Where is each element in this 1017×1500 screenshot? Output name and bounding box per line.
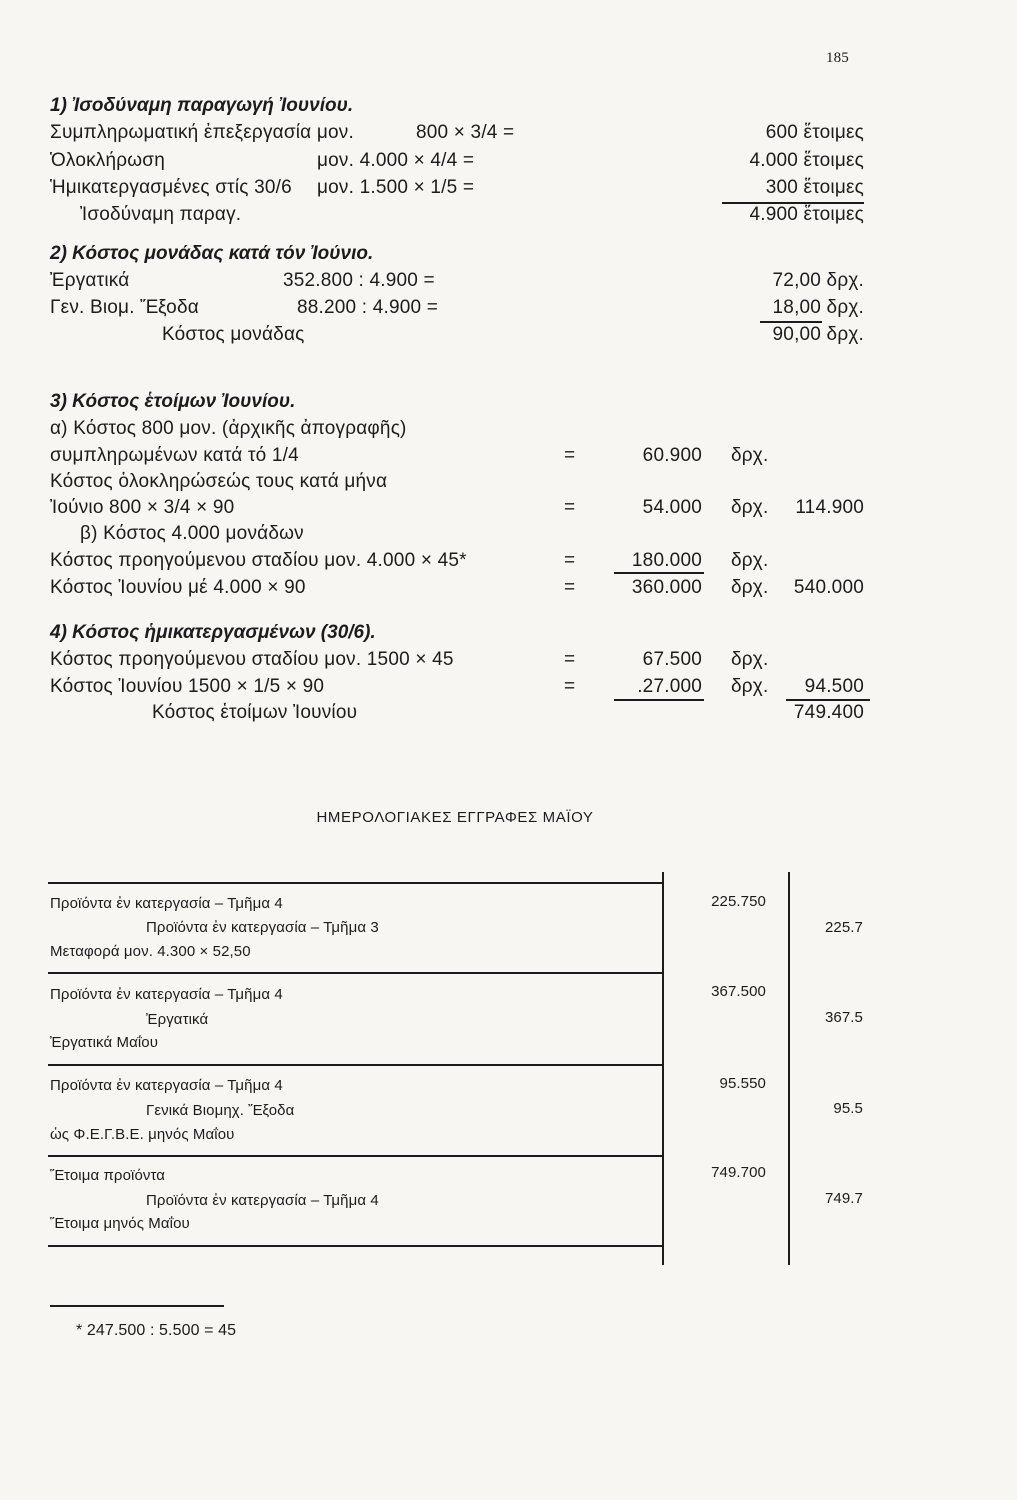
s3-currency: δρχ. <box>731 577 769 598</box>
s1-result: 4.900 ἕτοιμες <box>749 204 864 225</box>
s4-currency: δρχ. <box>731 676 769 697</box>
s4-sum-rule <box>614 699 704 701</box>
s2-calc: 88.200 : 4.900 = <box>297 297 439 318</box>
footnote-rule <box>50 1305 224 1307</box>
s3-eq: = <box>564 497 576 518</box>
section1-title: 1) Ἰσοδύναμη παραγωγή Ἰουνίου. <box>50 95 354 116</box>
s1-result: 600 ἕτοιμες <box>765 122 864 143</box>
journal-rule <box>48 1064 663 1066</box>
s2-result: 90,00 δρχ. <box>772 324 864 345</box>
s4-line: Κόστος προηγούμενου σταδίου μον. 1500 × 45 <box>50 649 454 670</box>
s4-total-rule <box>786 699 870 701</box>
s3-line: Κόστος Ἰουνίου μέ 4.000 × 90 <box>50 577 306 598</box>
journal-rule <box>48 1155 663 1157</box>
s1-label: Ὁλοκλήρωση <box>50 150 165 171</box>
s4-eq: = <box>564 676 576 697</box>
s2-result: 72,00 δρχ. <box>772 270 864 291</box>
journal-narration: Ἕτοιμα μηνός Μαΐου <box>50 1215 190 1232</box>
s3-total: 114.900 <box>795 497 864 518</box>
journal-credit-amount: 225.7 <box>824 919 863 936</box>
journal-debit-divider <box>662 872 664 1265</box>
s2-label: Γεν. Βιομ. Ἔξοδα <box>50 297 199 318</box>
s3-currency: δρχ. <box>731 497 769 518</box>
journal-credit-amount: 367.5 <box>824 1009 863 1026</box>
s4-amount: 67.500 <box>642 649 702 670</box>
journal-debit-amount: 225.750 <box>711 893 766 910</box>
s2-result: 18,00 δρχ. <box>772 297 864 318</box>
s1-calc: 800 × 3/4 = <box>416 122 515 143</box>
s4-amount: .27.000 <box>637 676 702 697</box>
section4-title: 4) Κόστος ἡμικατεργασμένων (30/6). <box>50 622 376 643</box>
s3-currency: δρχ. <box>731 445 769 466</box>
s4-eq: = <box>564 649 576 670</box>
s1-label: Ἰσοδύναμη παραγ. <box>80 204 242 225</box>
journal-credit-amount: 95.5 <box>833 1100 863 1117</box>
s3-eq: = <box>564 445 576 466</box>
journal-title: ΗΜΕΡΟΛΟΓΙΑΚΕΣ ΕΓΓΡΑΦΕΣ ΜΑΪΟΥ <box>316 809 594 826</box>
journal-rule <box>48 1245 663 1247</box>
journal-credit-account: Γενικά Βιομηχ. Ἔξοδα <box>146 1102 295 1119</box>
section2-title: 2) Κόστος μονάδας κατά τόν Ἰούνιο. <box>50 243 374 264</box>
journal-credit-account: Ἐργατικά <box>146 1011 209 1028</box>
journal-rule <box>48 972 663 974</box>
section3-title: 3) Κόστος ἑτοίμων Ἰουνίου. <box>50 391 296 412</box>
s4-currency: δρχ. <box>731 649 769 670</box>
s3-line: α) Κόστος 800 μον. (ἀρχικῆς ἀπογραφῆς) <box>50 418 407 439</box>
s3-currency: δρχ. <box>731 550 769 571</box>
s2-sum-rule <box>760 321 822 323</box>
journal-debit-amount: 749.700 <box>711 1164 766 1181</box>
journal-debit-account: Προϊόντα ἐν κατεργασία – Τμῆμα 4 <box>50 986 283 1003</box>
page-number: 185 <box>826 50 849 66</box>
s3-line: Κόστος ὁλοκληρώσεώς τους κατά μήνα <box>50 471 388 492</box>
s1-calc: μον. 1.500 × 1/5 = <box>317 177 475 198</box>
s3-sum-rule <box>614 572 704 574</box>
journal-narration: Ἐργατικά Μαΐου <box>50 1034 159 1051</box>
s3-amount: 180.000 <box>631 550 702 571</box>
journal-debit-amount: 367.500 <box>711 983 766 1000</box>
s1-calc: μον. 4.000 × 4/4 = <box>317 150 475 171</box>
s3-amount: 360.000 <box>631 577 702 598</box>
journal-credit-account: Προϊόντα ἐν κατεργασία – Τμῆμα 3 <box>146 919 379 936</box>
s3-eq: = <box>564 577 576 598</box>
s2-calc: 352.800 : 4.900 = <box>283 270 435 291</box>
s3-eq: = <box>564 550 576 571</box>
s4-grand-total: 749.400 <box>793 702 864 723</box>
journal-narration: ὡς Φ.Ε.Γ.Β.Ε. μηνός Μαΐου <box>50 1126 235 1143</box>
s1-result: 300 ἕτοιμες <box>765 177 864 198</box>
s3-amount: 60.900 <box>642 445 702 466</box>
journal-debit-account: Προϊόντα ἐν κατεργασία – Τμῆμα 4 <box>50 1077 283 1094</box>
footnote: * 247.500 : 5.500 = 45 <box>76 1322 237 1339</box>
s1-label: Συμπληρωματική ἐπεξεργασία μον. <box>50 122 354 143</box>
s4-total: 94.500 <box>804 676 864 697</box>
journal-debit-account: Ἕτοιμα προϊόντα <box>50 1167 166 1184</box>
s2-label: Ἐργατικά <box>50 270 130 291</box>
s3-line: Ἰούνιο 800 × 3/4 × 90 <box>50 497 235 518</box>
s3-line: β) Κόστος 4.000 μονάδων <box>80 523 304 544</box>
s3-amount: 54.000 <box>642 497 702 518</box>
journal-credit-account: Προϊόντα ἐν κατεργασία – Τμῆμα 4 <box>146 1192 379 1209</box>
journal-rule <box>48 882 663 884</box>
s4-line: Κόστος ἑτοίμων Ἰουνίου <box>152 702 358 723</box>
s3-line: συμπληρωμένων κατά τό 1/4 <box>50 445 299 466</box>
s2-label: Κόστος μονάδας <box>162 324 305 345</box>
s1-result: 4.000 ἕτοιμες <box>749 150 864 171</box>
s3-line: Κόστος προηγούμενου σταδίου μον. 4.000 × 45* <box>50 550 467 571</box>
journal-debit-account: Προϊόντα ἐν κατεργασία – Τμῆμα 4 <box>50 895 283 912</box>
journal-debit-amount: 95.550 <box>719 1075 766 1092</box>
journal-credit-amount: 749.7 <box>824 1190 863 1207</box>
s1-label: Ἡμικατεργασμένες στίς 30/6 <box>50 177 292 198</box>
s3-total: 540.000 <box>793 577 864 598</box>
journal-narration: Μεταφορά μον. 4.300 × 52,50 <box>50 943 251 960</box>
s4-line: Κόστος Ἰουνίου 1500 × 1/5 × 90 <box>50 676 325 697</box>
